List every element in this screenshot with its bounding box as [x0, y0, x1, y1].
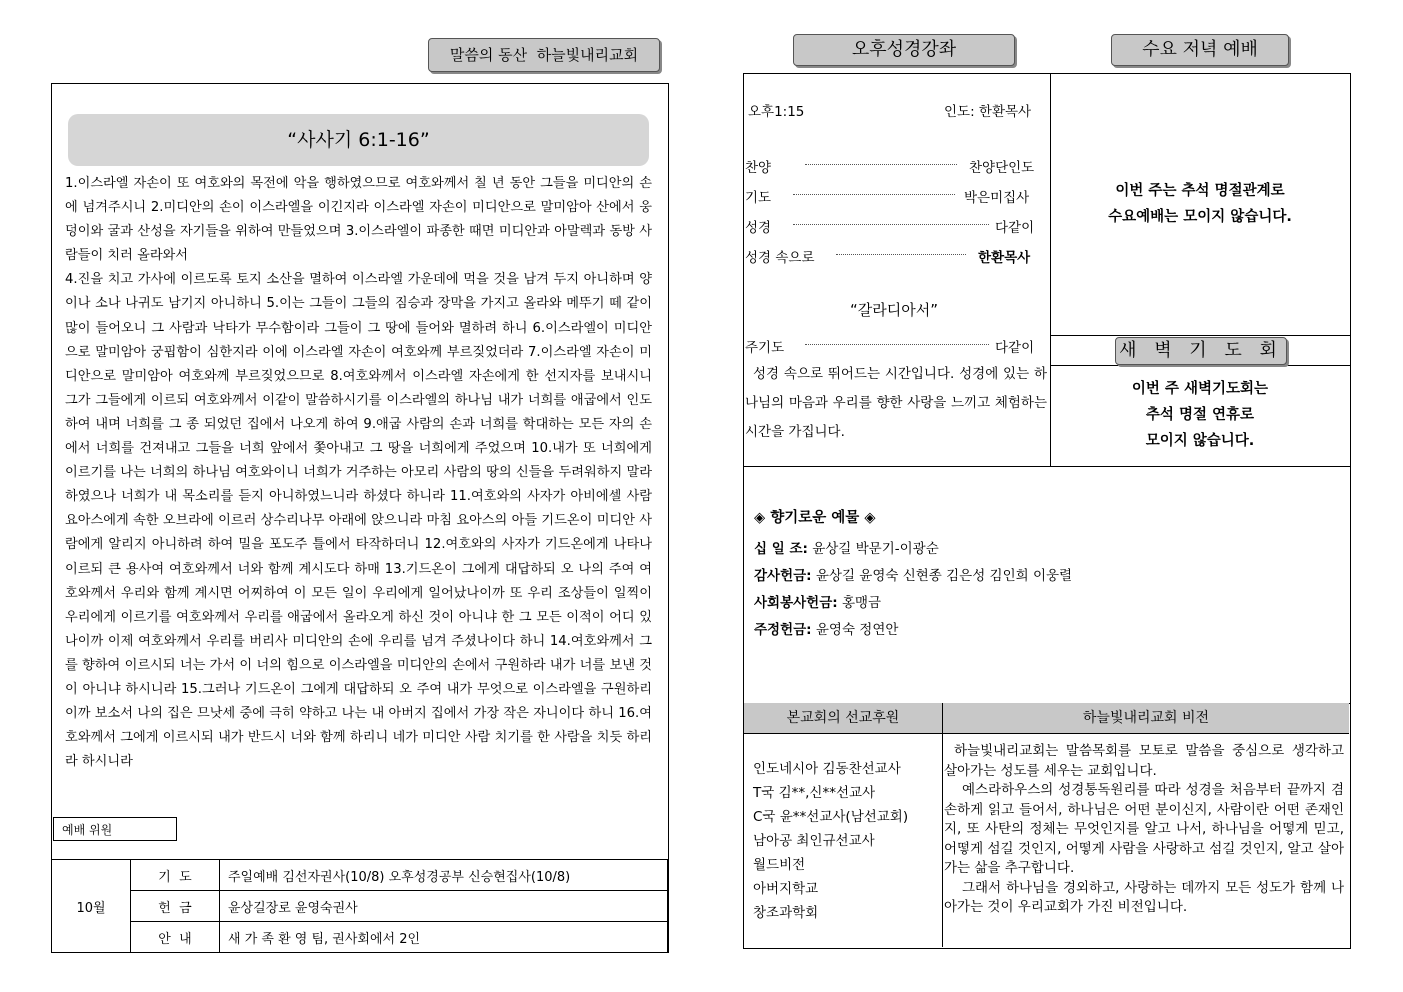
- worship-committee-label: 예배 위원: [53, 817, 177, 841]
- table-row: [52, 860, 668, 891]
- column-divider: [942, 703, 943, 947]
- missions-list: [753, 757, 908, 925]
- schedule-role: 헌 금: [131, 891, 220, 922]
- schedule-table: [51, 859, 668, 953]
- dawn-top-line: [1050, 335, 1350, 336]
- vision-header: 하늘빛내리교회 비전: [943, 703, 1349, 734]
- offering-names: 홍맹금: [837, 595, 882, 611]
- service-leader: 인도: 한환목사: [944, 104, 1032, 120]
- vision-paragraph: 예스라하우스의 성경통독원리를 따라 성경을 처음부터 끝까지 겸손하게 읽고 들어서, 하나님은 어떤 분이신지, 사람이란 어떤 존재인지, 또 사탄의 정체는 무엇인지를 알고 나서, 하나님을 어떻게 믿고, 어떻게 섬길 것인지, 어떻게 사람을 사랑하고 섬길 것인지, 알고 살아가는 삶을 추구합니다.: [944, 782, 1344, 876]
- program-label: 성경: [745, 220, 772, 236]
- list-item: C국 윤**선교사(남선교회): [753, 809, 909, 825]
- program-value: 다같이: [995, 340, 1035, 356]
- dawn-bottom-line: [1050, 365, 1350, 366]
- leader-dots: [805, 344, 989, 345]
- schedule-detail: 윤상길장로 윤영숙권사: [220, 891, 668, 922]
- schedule-detail: 새 가 족 환 영 팀, 권사회에서 2인: [220, 922, 668, 953]
- offerings-title: ◈ 향기로운 예물 ◈: [754, 510, 876, 526]
- scripture-paragraph: 4.진을 치고 가사에 이르도록 토지 소산을 멸하여 이스라엘 가운데에 먹을 것을 남겨 두지 아니하며 양이나 소나 나귀도 남기지 아니하니 5.이는 그들이 그들의 짐승과 장막을 가지고 올라와 메뚜기 떼 같이 많이 들어오니 그 사람과 낙타가 무수함이라 그들이 그 땅에 들어와 멸하려 하니 6.이스라엘이 미디안으로 말미암아 궁핍함이 심한지라 이에 이스라엘 자손이 여호와께 부르짖었더라 7.이스라엘 자손이 미디안으로 말미암아 여호와께 부르짖었으므로 8.여호와께서 이스라엘 자손에게 한 선지자를 보내시니 그가 그들에게 이르되 여호와께서 이같이 말씀하시기를 이스라엘의 하나님 내가 너희를 애굽에서 인도하여 내며 너희를 그 종 되었던 집에서 나오게 하여 9.애굽 사람의 손과 너희를 학대하는 모든 자의 손에서 너희를 건져내고 그들을 너희 앞에서 쫓아내고 그 땅을 너희에게 주었으며 10.내가 또 너희에게 이르기를 나는 너희의 하나님 여호와이니 너희가 거주하는 아모리 사람의 땅의 신들을 두려워하지 말라 하였으나 너희가 내 목소리를 듣지 아니하였느니라 하셨다 하니라 11.여호와의 사자가 아비에셀 사람 요아스에게 속한 오브라에 이르러 상수리나무 아래에 앉으니라 마침 요아스의 아들 기드온이 미디안 사람에게 알리지 아니하려 하여 밀을 포도주 틀에서 타작하더니 12.여호와의 사자가 기드온에게 나타나 이르되 큰 용사여 여호와께서 너와 함께 계시도다 하매 13.기드온이 그에게 대답하되 오 나의 주여 여호와께서 우리와 함께 계시면 어찌하여 이 모든 일이 우리에게 일어났나이까 또 우리 조상들이 일찍이 우리에게 이르기를 여호와께서 우리를 애굽에서 올라오게 하신 것이 아니냐 한 그 모든 이적이 어디 있나이까 이제 여호와께서 우리를 버리사 미디안의 손에 우리를 넘겨 주셨나이다 하니 14.여호와께서 그를 향하여 이르시되 너는 가서 이 너의 힘으로 이스라엘을 미디안의 손에서 구원하라 내가 너를 보낸 것이 아니냐 하시니라 15.그러나 기드온이 그에게 대답하되 오 주여 내가 무엇으로 이스라엘을 구원하리이까 보소서 나의 집은 므낫세 중에 극히 약하고 나는 내 아버지 집에서 가장 작은 자니이다 하니 16.여호와께서 그에게 이르시되 내가 반드시 너와 함께 하리니 네가 미디안 사람 치기를 한 사람을 치듯 하리라 하시니라: [65, 272, 652, 770]
- list-item: 창조과학회: [753, 905, 819, 921]
- list-item: T국 김**,신**선교사: [753, 785, 876, 801]
- list-item: 인도네시아 김동찬선교사: [753, 761, 901, 777]
- offering-label: 감사헌금:: [754, 568, 812, 584]
- wednesday-header-text: 수요 저녁 예배: [1142, 39, 1258, 60]
- program-value-bold: 한환목사: [978, 250, 1031, 266]
- section-divider: [743, 466, 1350, 467]
- wednesday-notice: [1052, 178, 1348, 230]
- table-row: [52, 922, 668, 953]
- column-divider: [1050, 73, 1051, 466]
- vision-paragraph: 그래서 하나님을 경외하고, 사랑하는 데까지 모든 성도가 함께 나아가는 것이 우리교회가 가진 비전입니다.: [944, 879, 1344, 915]
- service-time: 오후1:15: [748, 104, 805, 120]
- program-label: 찬양: [745, 160, 772, 176]
- church-name-tag: [428, 38, 660, 72]
- afternoon-header: [793, 34, 1015, 66]
- schedule-month: 10월: [52, 860, 131, 953]
- schedule-role: 안 내: [131, 922, 220, 953]
- program-value: 찬양단인도: [969, 160, 1035, 176]
- notice-line: 수요예배는 모이지 않습니다.: [1108, 209, 1292, 225]
- offering-names: 윤영숙 정연안: [811, 622, 899, 638]
- dawn-notice: [1052, 376, 1348, 454]
- list-item: 월드비전: [753, 857, 806, 873]
- scripture-body: [65, 172, 652, 862]
- list-item: 아버지학교: [753, 881, 819, 897]
- program-label: 성경 속으로: [745, 250, 815, 266]
- scripture-paragraph: 1.이스라엘 자손이 또 여호와의 목전에 악을 행하였으므로 여호와께서 칠 년 동안 그들을 미디안의 손에 넘겨주시니 2.미디안의 손이 이스라엘을 이긴지라 이스라엘 자손이 미디안으로 말미암아 산에서 웅덩이와 굴과 산성을 자기들을 위하여 만들었으며 3.이스라엘이 파종한 때면 미디안과 아말렉과 동방 사람들이 치러 올라와서: [65, 176, 652, 264]
- offering-row: [754, 618, 898, 638]
- offering-row: [754, 537, 939, 557]
- dawn-header-text: 새 벽 기 도 회: [1119, 340, 1283, 361]
- list-item: 남아공 최인규선교사: [753, 833, 875, 849]
- leader-dots: [793, 224, 989, 225]
- table-row: [52, 891, 668, 922]
- vision-body: [944, 742, 1344, 918]
- notice-line: 이번 주는 추석 명절관계로: [1115, 183, 1285, 199]
- offering-names: 윤상길 윤영숙 신현종 김은성 김인희 이웅렬: [811, 568, 1073, 584]
- offering-label: 사회봉사헌금:: [754, 595, 838, 611]
- notice-line: 모이지 않습니다.: [1145, 433, 1255, 449]
- missions-header: 본교회의 선교후원: [744, 703, 942, 734]
- notice-line: 이번 주 새벽기도회는: [1131, 381, 1269, 397]
- leader-dots: [805, 164, 957, 165]
- offering-names: 윤상길 박문기-이광순: [807, 541, 939, 557]
- afternoon-header-text: 오후성경강좌: [851, 39, 957, 60]
- program-value: 다같이: [995, 220, 1035, 236]
- leader-dots: [793, 194, 955, 195]
- offering-label: 십 일 조:: [754, 541, 808, 557]
- program-label: 주기도: [745, 340, 785, 356]
- notice-line: 추석 명절 연휴로: [1145, 407, 1255, 423]
- program-label: 기도: [745, 190, 772, 206]
- offering-row: [754, 591, 881, 611]
- offering-label: 주정헌금:: [754, 622, 812, 638]
- scripture-title: “사사기 6:1-16”: [68, 114, 649, 166]
- program-value: 박은미집사: [964, 190, 1030, 206]
- study-description: 성경 속으로 뛰어드는 시간입니다. 성경에 있는 하나님의 마음과 우리를 향한 사랑을 느끼고 체험하는 시간을 가집니다.: [745, 366, 1047, 440]
- wednesday-header: [1111, 34, 1289, 66]
- schedule-role: 기 도: [131, 860, 220, 891]
- church-name-text: 말씀의 동산 하늘빛내리교회: [449, 46, 639, 64]
- dawn-header: [1115, 337, 1287, 365]
- study-book: “갈라디아서”: [850, 301, 938, 319]
- offering-row: [754, 564, 1072, 584]
- vision-paragraph: 하늘빛내리교회는 말씀목회를 모토로 말씀을 중심으로 생각하고 살아가는 성도를 세우는 교회입니다.: [944, 743, 1344, 779]
- leader-dots: [836, 254, 966, 255]
- schedule-detail: 주일예배 김선자권사(10/8) 오후성경공부 신승현집사(10/8): [220, 860, 668, 891]
